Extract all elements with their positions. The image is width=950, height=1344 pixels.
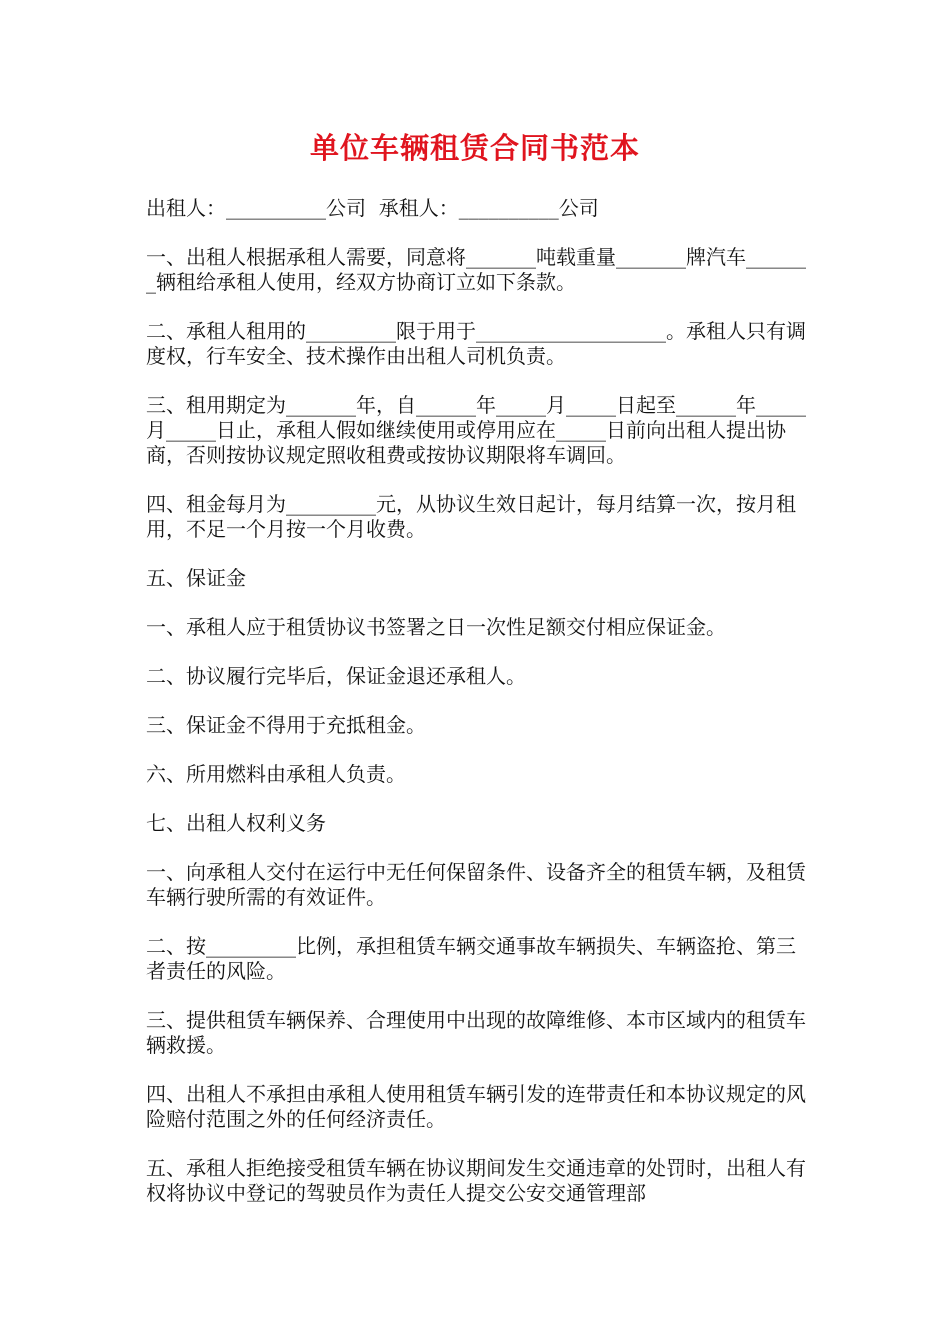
clause-2: 二、承租人租用的_________限于用于___________________。承租人只有调度权，行车安全、技术操作由出租人司机负责。 (146, 319, 806, 368)
lessor-duty-3: 三、提供租赁车辆保养、合理使用中出现的故障维修、本市区域内的租赁车辆救援。 (146, 1008, 806, 1057)
lessor-duty-5: 五、承租人拒绝接受租赁车辆在协议期间发生交通违章的处罚时，出租人有权将协议中登记的驾驶员作为责任人提交公安交通管理部 (146, 1156, 806, 1205)
lessor-duty-4: 四、出租人不承担由承租人使用租赁车辆引发的连带责任和本协议规定的风险赔付范围之外的任何经济责任。 (146, 1082, 806, 1131)
deposit-item-1: 一、承租人应于租赁协议书签署之日一次性足额交付相应保证金。 (146, 615, 726, 639)
lessor-duty-1: 一、向承租人交付在运行中无任何保留条件、设备齐全的租赁车辆，及租赁车辆行驶所需的有效证件。 (146, 860, 806, 909)
document-body (146, 196, 814, 1230)
parties-line: 出租人：__________公司 承租人：__________公司 (146, 196, 599, 220)
deposit-item-3: 三、保证金不得用于充抵租金。 (146, 713, 426, 737)
clause-7-heading: 七、出租人权利义务 (146, 811, 326, 835)
clause-3: 三、租用期定为_______年，自______年_____月_____日起至______年_____月_____日止，承租人假如继续使用或停用应在_____日前向出租人提出协商，否则按协议规定照收租费或按协议期限将车调回。 (146, 393, 806, 467)
document-title: 单位车辆租赁合同书范本 (309, 131, 640, 165)
clause-6: 六、所用燃料由承租人负责。 (146, 762, 406, 786)
lessor-duty-2: 二、按_________比例，承担租赁车辆交通事故车辆损失、车辆盗抢、第三者责任的风险。 (146, 934, 796, 983)
clause-4: 四、租金每月为_________元，从协议生效日起计，每月结算一次，按月租用，不足一个月按一个月收费。 (146, 492, 796, 541)
clause-5-heading: 五、保证金 (146, 566, 246, 590)
clause-1: 一、出租人根据承租人需要，同意将_______吨载重量_______牌汽车_______辆租给承租人使用，经双方协商订立如下条款。 (146, 245, 806, 294)
deposit-item-2: 二、协议履行完毕后，保证金退还承租人。 (146, 664, 526, 688)
